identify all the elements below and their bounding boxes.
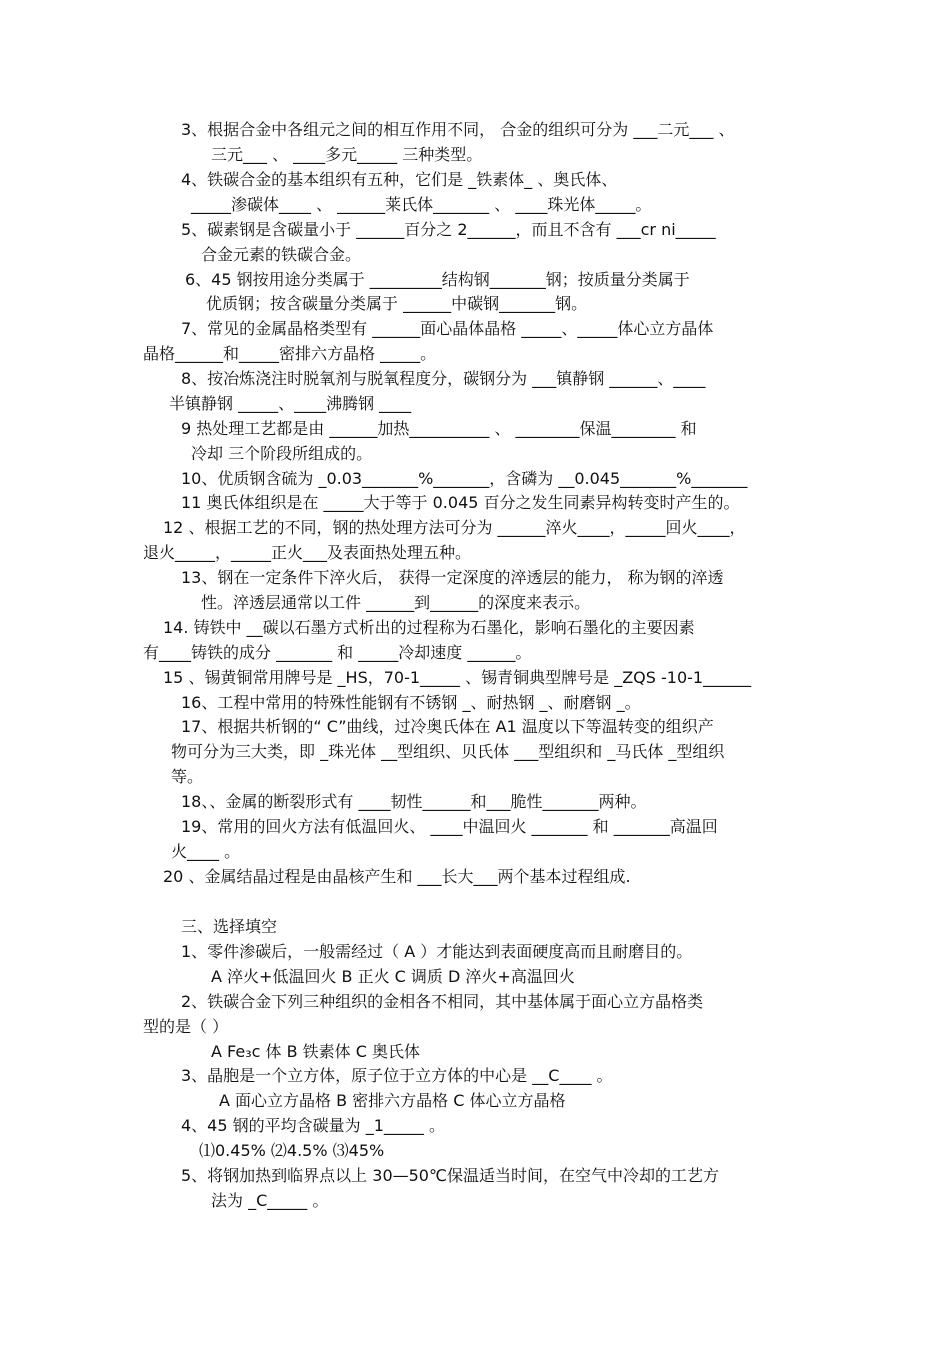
fill-in-line: 火____ 。 — [171, 842, 241, 861]
fill-in-line: 优质钢；按含碳量分类属于 ______中碳钢_______钢。 — [206, 294, 588, 313]
fill-in-line: 3、根据合金中各组元之间的相互作用不同， 合金的组织可分为 ___二元___ 、 — [181, 120, 735, 139]
fill-in-line: 8、按冶炼浇注时脱氧剂与脱氧程度分，碳钢分为 ___镇静钢 ______、____ — [181, 369, 706, 388]
fill-in-line: 10、优质钢含硫为 _0.03_______%_______，含磷为 __0.045_______%_______ — [181, 469, 748, 488]
fill-in-line: 等。 — [171, 767, 204, 786]
fill-in-line: 合金元素的铁碳合金。 — [201, 245, 362, 264]
choice-line: 1、零件渗碳后，一般需经过（ A ）才能达到表面硬度高而且耐磨目的。 — [181, 942, 693, 961]
choice-line: 2、铁碳合金下列三种组织的金相各不相同，其中基体属于面心立方晶格类 — [181, 992, 704, 1011]
fill-in-line: 15 、锡黄铜常用牌号是 _HS，70-1_____ 、锡青铜典型牌号是 _ZQS -10-1______ — [163, 668, 752, 687]
fill-in-line: _____渗碳体____ 、 ______莱氏体_______ 、 ____珠光体_____。 — [191, 195, 652, 214]
fill-in-line: 20 、金属结晶过程是由晶核产生和 ___长大___两个基本过程组成. — [163, 867, 631, 886]
choice-line: 5、将钢加热到临界点以上 30—50℃保温适当时间，在空气中冷却的工艺方 — [181, 1166, 719, 1185]
choice-line: 型的是（ ） — [143, 1017, 229, 1036]
fill-in-line: 9 热处理工艺都是由 ______加热__________ 、 ________保温________ 和 — [181, 419, 697, 438]
fill-in-line: 4、铁碳合金的基本组织有五种，它们是 _铁素体_ 、奥氏体、 — [181, 170, 618, 189]
choice-line: 法为 _C_____ 。 — [211, 1191, 329, 1210]
fill-in-line: 18、、金属的断裂形式有 ____韧性______和___脆性_______两种。 — [181, 792, 647, 811]
fill-in-line: 12 、根据工艺的不同，钢的热处理方法可分为 ______淬火____，_____回火____， — [163, 518, 746, 537]
fill-in-line: 17、根据共析钢的“ C”曲线，过冷奥氏体在 A1 温度以下等温转变的组织产 — [181, 717, 714, 736]
fill-in-line: 冷却 三个阶段所组成的。 — [191, 444, 373, 463]
fill-in-line: 半镇静钢 _____、____沸腾钢 ____ — [169, 394, 412, 413]
fill-in-line: 三元___ 、 ____多元_____ 三种类型。 — [211, 145, 483, 164]
choice-line: A Fe₃c 体 B 铁素体 C 奥氏体 — [211, 1042, 420, 1061]
fill-in-line: 16、工程中常用的特殊性能钢有不锈钢 _、耐热钢 _、耐磨钢 _。 — [181, 693, 641, 712]
choice-line: A 淬火+低温回火 B 正火 C 调质 D 淬火+高温回火 — [211, 967, 575, 986]
fill-in-line: 5、碳素钢是含碳量小于 ______百分之 2______，而且不含有 ___cr ni_____ — [181, 220, 716, 239]
fill-in-line: 19、常用的回火方法有低温回火、 ____中温回火 _______ 和 _______高温回 — [181, 817, 718, 836]
section-heading: 三、选择填空 — [181, 917, 278, 936]
fill-in-line: 14. 铸铁中 __碳以石墨方式析出的过程称为石墨化，影响石墨化的主要因素 — [163, 618, 695, 637]
fill-in-line: 7、常见的金属晶格类型有 ______面心晶体晶格 _____、_____体心立方晶体 — [181, 319, 714, 338]
fill-in-line: 晶格______和_____密排六方晶格 _____。 — [143, 344, 437, 363]
choice-line: 3、晶胞是一个立方体，原子位于立方体的中心是 __C____ 。 — [181, 1066, 613, 1085]
choice-line: A 面心立方晶格 B 密排六方晶格 C 体心立方晶格 — [219, 1091, 566, 1110]
fill-in-line: 有____铸铁的成分 _______ 和 _____冷却速度 ______。 — [143, 643, 532, 662]
choice-line: 4、45 钢的平均含碳量为 _1_____ 。 — [181, 1116, 445, 1135]
fill-in-line: 11 奥氏体组织是在 _____大于等于 0.045 百分之发生同素异构转变时产生的。 — [181, 493, 740, 512]
fill-in-line: 性。淬透层通常以工件 ______到______的深度来表示。 — [201, 593, 591, 612]
fill-in-line: 13、钢在一定条件下淬火后， 获得一定深度的淬透层的能力， 称为钢的淬透 — [181, 568, 724, 587]
fill-in-line: 6、45 钢按用途分类属于 _________结构钢_______钢；按质量分类属于 — [185, 270, 690, 289]
fill-in-line: 退火_____，_____正火___及表面热处理五种。 — [143, 543, 472, 562]
choice-line: ⑴0.45% ⑵4.5% ⑶45% — [199, 1141, 385, 1160]
fill-in-line: 物可分为三大类，即 _珠光体 __型组织、贝氏体 ___型组织和 _马氏体 _型组织 — [171, 742, 725, 761]
